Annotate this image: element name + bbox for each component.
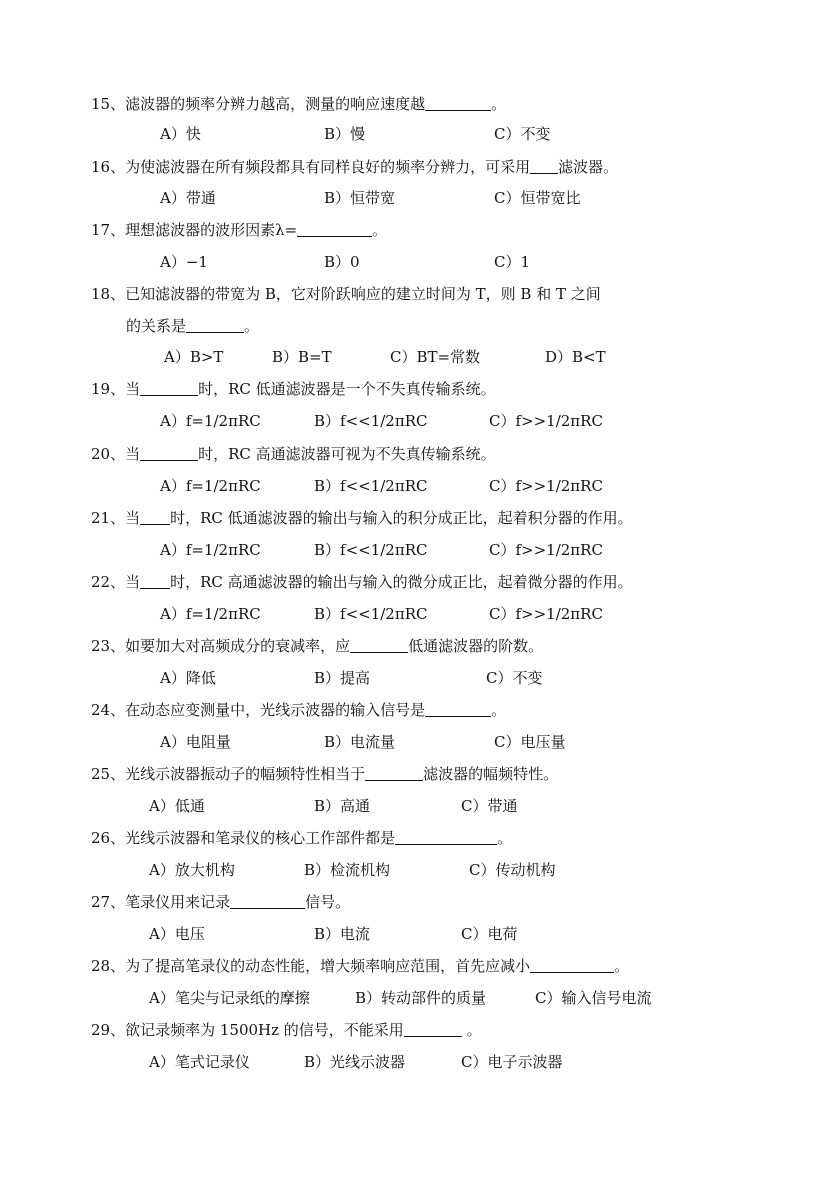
option-a: A）降低 bbox=[160, 669, 216, 687]
question-number: 28、 bbox=[91, 957, 126, 975]
option-a: A）−1 bbox=[160, 253, 208, 271]
answer-blank[interactable] bbox=[140, 509, 170, 525]
question-text: 为使滤波器在所有频段都具有同样良好的频率分辨力，可采用 bbox=[125, 158, 531, 176]
question-26 bbox=[91, 828, 512, 848]
option-c: C）f>>1/2πRC bbox=[489, 477, 603, 495]
question-text: 当 bbox=[125, 573, 141, 591]
option-c: C）电荷 bbox=[461, 925, 518, 943]
question-number: 21、 bbox=[91, 509, 126, 527]
question-number: 26、 bbox=[91, 829, 126, 847]
question-text: 当 bbox=[125, 380, 141, 398]
question-text: 欲记录频率为 1500Hz 的信号，不能采用 bbox=[125, 1021, 404, 1039]
question-text: 笔录仪用来记录 bbox=[125, 893, 231, 911]
answer-blank[interactable] bbox=[186, 317, 244, 333]
question-number: 23、 bbox=[91, 637, 126, 655]
question-text-end: 滤波器的幅频特性。 bbox=[423, 765, 559, 783]
answer-blank[interactable] bbox=[297, 221, 372, 237]
question-24 bbox=[91, 700, 506, 720]
option-a: A）快 bbox=[160, 125, 201, 143]
question-number: 27、 bbox=[91, 893, 126, 911]
option-c: C）带通 bbox=[461, 797, 518, 815]
option-c: C）1 bbox=[494, 253, 531, 271]
question-text: 光线示波器和笔录仪的核心工作部件都是 bbox=[125, 829, 396, 847]
question-21 bbox=[91, 508, 633, 528]
question-number: 17、 bbox=[91, 221, 126, 239]
option-c: C）恒带宽比 bbox=[494, 189, 581, 207]
question-text: 理想滤波器的波形因素λ= bbox=[125, 221, 298, 239]
option-c: C）BT=常数 bbox=[390, 348, 481, 366]
question-text-end: 时，RC 高通滤波器可视为不失真传输系统。 bbox=[198, 445, 496, 463]
question-text: 为了提高笔录仪的动态性能，增大频率响应范围，首先应减小 bbox=[125, 957, 531, 975]
question-text-end: 时，RC 低通滤波器的输出与输入的积分成正比，起着积分器的作用。 bbox=[170, 509, 633, 527]
option-b: B）B=T bbox=[272, 348, 332, 366]
question-25 bbox=[91, 764, 558, 784]
question-28 bbox=[91, 956, 629, 976]
option-a: A）B>T bbox=[164, 348, 224, 366]
question-text-end: 。 bbox=[614, 957, 630, 975]
answer-blank[interactable] bbox=[425, 701, 491, 717]
option-a: A）f=1/2πRC bbox=[160, 605, 261, 623]
answer-blank[interactable] bbox=[395, 829, 497, 845]
answer-blank[interactable] bbox=[365, 765, 423, 781]
question-text-end: 时，RC 高通滤波器的输出与输入的微分成正比，起着微分器的作用。 bbox=[170, 573, 633, 591]
answer-blank[interactable] bbox=[404, 1021, 462, 1037]
answer-blank[interactable] bbox=[140, 445, 198, 461]
question-number: 16、 bbox=[91, 158, 126, 176]
option-d: D）B<T bbox=[545, 348, 606, 366]
question-16 bbox=[91, 157, 618, 177]
option-a: A）f=1/2πRC bbox=[160, 541, 261, 559]
question-15 bbox=[91, 94, 506, 114]
question-number: 15、 bbox=[91, 95, 126, 113]
option-b: B）光线示波器 bbox=[304, 1053, 406, 1071]
question-17 bbox=[91, 220, 387, 240]
option-b: B）转动部件的质量 bbox=[355, 989, 487, 1007]
option-a: A）笔尖与记录纸的摩擦 bbox=[149, 989, 310, 1007]
option-b: B）f<<1/2πRC bbox=[314, 412, 428, 430]
option-b: B）高通 bbox=[314, 797, 371, 815]
option-b: B）0 bbox=[324, 253, 360, 271]
answer-blank[interactable] bbox=[350, 637, 408, 653]
question-text: 当 bbox=[125, 445, 141, 463]
option-a: A）放大机构 bbox=[149, 861, 235, 879]
answer-blank[interactable] bbox=[140, 380, 198, 396]
option-a: A）低通 bbox=[149, 797, 205, 815]
option-a: A）电压 bbox=[149, 925, 205, 943]
question-number: 22、 bbox=[91, 573, 126, 591]
option-b: B）慢 bbox=[324, 125, 366, 143]
question-18 bbox=[91, 284, 601, 304]
question-text-end: 。 bbox=[491, 95, 507, 113]
option-a: A）笔式记录仪 bbox=[149, 1053, 250, 1071]
question-number: 18、 bbox=[91, 285, 126, 303]
question-text: 已知滤波器的带宽为 B，它对阶跃响应的建立时间为 T，则 B 和 T 之间 bbox=[125, 285, 601, 303]
option-b: B）电流量 bbox=[324, 733, 396, 751]
question-number: 20、 bbox=[91, 445, 126, 463]
question-18-line2 bbox=[126, 316, 259, 336]
option-c: C）f>>1/2πRC bbox=[489, 541, 603, 559]
option-c: C）输入信号电流 bbox=[535, 989, 652, 1007]
question-19 bbox=[91, 379, 496, 399]
question-text: 当 bbox=[125, 509, 141, 527]
option-c: C）电压量 bbox=[494, 733, 566, 751]
question-text-end: 。 bbox=[497, 829, 513, 847]
question-number: 19、 bbox=[91, 380, 126, 398]
question-number: 24、 bbox=[91, 701, 126, 719]
question-text-end: 低通滤波器的阶数。 bbox=[408, 637, 544, 655]
question-text-end: 信号。 bbox=[305, 893, 351, 911]
option-b: B）f<<1/2πRC bbox=[314, 605, 428, 623]
question-text: 如要加大对高频成分的衰减率，应 bbox=[125, 637, 351, 655]
question-23 bbox=[91, 636, 543, 656]
question-text-end: 时，RC 低通滤波器是一个不失真传输系统。 bbox=[198, 380, 496, 398]
question-text: 滤波器的频率分辨力越高，测量的响应速度越 bbox=[125, 95, 426, 113]
question-number: 25、 bbox=[91, 765, 126, 783]
question-22 bbox=[91, 572, 633, 592]
answer-blank[interactable] bbox=[530, 957, 614, 973]
option-b: B）f<<1/2πRC bbox=[314, 477, 428, 495]
option-c: C）不变 bbox=[494, 125, 551, 143]
answer-blank[interactable] bbox=[425, 95, 491, 111]
option-b: B）f<<1/2πRC bbox=[314, 541, 428, 559]
question-text-end: 。 bbox=[244, 317, 260, 335]
option-c: C）f>>1/2πRC bbox=[489, 605, 603, 623]
option-c: C）不变 bbox=[486, 669, 543, 687]
question-text-end: 。 bbox=[461, 1021, 482, 1039]
question-number: 29、 bbox=[91, 1021, 126, 1039]
question-text: 的关系是 bbox=[126, 317, 187, 335]
option-b: B）提高 bbox=[314, 669, 371, 687]
question-text-end: 。 bbox=[372, 221, 388, 239]
question-20 bbox=[91, 444, 496, 464]
question-27 bbox=[91, 892, 350, 912]
answer-blank[interactable] bbox=[140, 573, 170, 589]
question-text: 光线示波器振动子的幅频特性相当于 bbox=[125, 765, 366, 783]
option-a: A）电阻量 bbox=[160, 733, 231, 751]
option-c: C）传动机构 bbox=[469, 861, 556, 879]
answer-blank[interactable] bbox=[530, 158, 558, 174]
question-text-end: 滤波器。 bbox=[558, 158, 619, 176]
answer-blank[interactable] bbox=[230, 893, 305, 909]
option-b: B）恒带宽 bbox=[324, 189, 396, 207]
option-b: B）电流 bbox=[314, 925, 371, 943]
option-b: B）检流机构 bbox=[304, 861, 391, 879]
option-c: C）f>>1/2πRC bbox=[489, 412, 603, 430]
option-a: A）f=1/2πRC bbox=[160, 412, 261, 430]
option-c: C）电子示波器 bbox=[461, 1053, 563, 1071]
question-29 bbox=[91, 1020, 482, 1040]
question-text-end: 。 bbox=[491, 701, 507, 719]
option-a: A）f=1/2πRC bbox=[160, 477, 261, 495]
option-a: A）带通 bbox=[160, 189, 216, 207]
question-text: 在动态应变测量中，光线示波器的输入信号是 bbox=[125, 701, 426, 719]
